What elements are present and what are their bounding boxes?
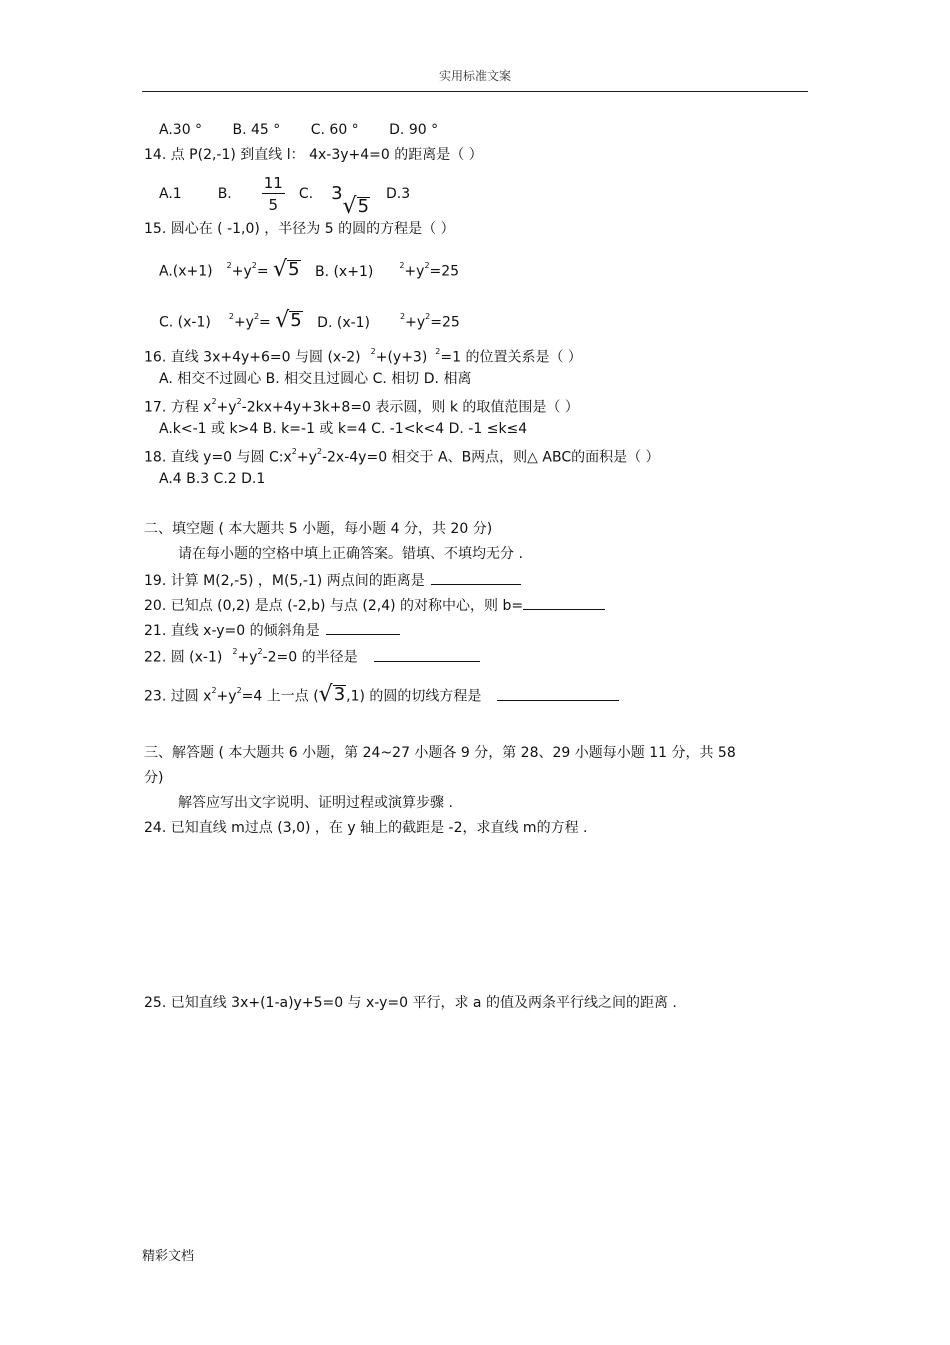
q13-option-b: B. 45 ° bbox=[232, 122, 281, 138]
superscript: 2 bbox=[232, 647, 238, 656]
q13-option-a: A.30 ° bbox=[159, 122, 203, 138]
q17-stem bbox=[144, 395, 579, 417]
superscript: 2 bbox=[425, 312, 431, 321]
superscript: 2 bbox=[253, 312, 260, 321]
q22-end: -2=0 的半径是 bbox=[262, 649, 358, 666]
q14-fraction-denominator: 5 bbox=[268, 195, 279, 214]
q14-option-c: C. bbox=[298, 186, 314, 202]
q15-option-c-sqrt bbox=[275, 307, 302, 333]
q17-stem-prefix: 17. 方程 x bbox=[144, 399, 212, 416]
q16-stem-end: =1 的位置关系是（ ） bbox=[440, 349, 582, 366]
superscript: 2 bbox=[251, 261, 257, 270]
superscript: 2 bbox=[211, 686, 217, 695]
q19-answer-blank[interactable] bbox=[431, 570, 521, 585]
sqrt-icon: √ bbox=[275, 307, 290, 333]
superscript: 2 bbox=[228, 312, 234, 321]
q19 bbox=[144, 570, 521, 590]
superscript: 2 bbox=[400, 312, 406, 321]
q23-prefix: 23. 过圆 x bbox=[144, 688, 212, 705]
q17-stem-mid: +y bbox=[216, 399, 237, 416]
superscript: 2 bbox=[236, 686, 242, 695]
q14-options bbox=[159, 172, 411, 219]
q25: 25. 已知直线 3x+(1-a)y+5=0 与 x-y=0 平行，求 a 的值及两条平行线之间的距离 . bbox=[144, 995, 677, 1011]
section2-title: 二、填空题 ( 本大题共 5 小题，每小题 4 分，共 20 分) bbox=[144, 521, 493, 537]
q15-options-ab bbox=[159, 256, 459, 284]
section3-instruction: 解答应写出文字说明、证明过程或演算步骤 . bbox=[178, 795, 453, 811]
q14-stem: 14. 点 P(2,-1) 到直线 l： 4x-3y+4=0 的距离是（ ） bbox=[144, 147, 483, 163]
q23-mid2: =4 上一点 ( bbox=[241, 688, 319, 705]
q15-option-b-end: =25 bbox=[429, 263, 460, 280]
q15-option-c-radicand: 5 bbox=[290, 309, 302, 331]
q18-stem bbox=[144, 445, 660, 467]
q22-prefix: 22. 圆 (x-1) bbox=[144, 649, 223, 666]
q20 bbox=[144, 595, 605, 615]
q23-radicand: 3 bbox=[333, 683, 346, 705]
q21 bbox=[144, 620, 400, 640]
q20-answer-blank[interactable] bbox=[523, 595, 605, 610]
sqrt-icon: √ bbox=[273, 256, 288, 282]
q16-options: A. 相交不过圆心 B. 相交且过圆心 C. 相切 D. 相离 bbox=[159, 371, 472, 387]
superscript: 2 bbox=[257, 647, 263, 656]
q13-option-c: C. 60 ° bbox=[310, 122, 359, 138]
q14-fraction bbox=[262, 173, 285, 216]
q18-stem-prefix: 18. 直线 y=0 与圆 C:x bbox=[144, 449, 292, 466]
q15-option-b-mid: +y bbox=[404, 263, 425, 280]
q22 bbox=[144, 645, 480, 667]
q16-stem-mid: +(y+3) bbox=[375, 349, 428, 366]
q24: 24. 已知直线 m过点 (3,0) ，在 y 轴上的截距是 -2，求直线 m的方程 . bbox=[144, 820, 588, 836]
q18-stem-mid: +y bbox=[296, 449, 317, 466]
q15-option-c-mid: +y bbox=[233, 314, 254, 331]
q15-option-a-eq: = bbox=[256, 263, 269, 280]
q15-option-b: B. (x+1) bbox=[314, 263, 374, 280]
section2-instruction: 请在每小题的空格中填上正确答案。错填、不填均无分 . bbox=[178, 546, 523, 562]
page-footer: 精彩文档 bbox=[142, 1249, 195, 1264]
section3-title: 三、解答题 ( 本大题共 6 小题，第 24~27 小题各 9 分，第 28、29 小题每小题 11 分，共 58 bbox=[144, 745, 736, 761]
q14-option-a: A.1 bbox=[159, 186, 182, 202]
superscript: 2 bbox=[424, 261, 430, 270]
superscript: 2 bbox=[291, 447, 297, 456]
q14-fraction-numerator: 11 bbox=[263, 173, 283, 192]
q15-option-c-prefix: C. (x-1) bbox=[159, 314, 211, 331]
q14-option-b: B. bbox=[217, 186, 232, 202]
q15-option-d-mid: +y bbox=[405, 314, 426, 331]
superscript: 2 bbox=[435, 347, 441, 356]
q15-option-a-radicand: 5 bbox=[288, 258, 300, 280]
q13-options bbox=[159, 121, 438, 139]
q22-answer-blank[interactable] bbox=[374, 647, 480, 662]
q15-options-cd bbox=[159, 307, 460, 335]
q15-stem: 15. 圆心在 ( -1,0) ，半径为 5 的圆的方程是（ ） bbox=[144, 221, 455, 237]
sqrt-icon: √ bbox=[318, 681, 333, 707]
q15-option-d: D. (x-1) bbox=[317, 314, 371, 331]
page-header-title: 实用标准文案 bbox=[438, 69, 511, 83]
q20-text: 20. 已知点 (0,2) 是点 (-2,b) 与点 (2,4) 的对称中心，则 b= bbox=[144, 598, 524, 614]
q15-option-a-mid: +y bbox=[231, 263, 252, 280]
superscript: 2 bbox=[370, 347, 376, 356]
q18-stem-end: -2x-4y=0 相交于 A、B两点，则△ ABC的面积是（ ） bbox=[321, 449, 660, 466]
q23-end: ,1) 的圆的切线方程是 bbox=[346, 688, 482, 705]
superscript: 2 bbox=[399, 261, 405, 270]
q18-options: A.4 B.3 C.2 D.1 bbox=[159, 471, 266, 487]
header-rule bbox=[142, 91, 808, 92]
q14-sqrt-expression bbox=[331, 172, 370, 219]
q13-option-d: D. 90 ° bbox=[389, 122, 439, 138]
superscript: 2 bbox=[316, 447, 322, 456]
superscript: 2 bbox=[226, 261, 232, 270]
q14-option-d: D.3 bbox=[386, 186, 411, 202]
q16-stem bbox=[144, 345, 582, 367]
q15-option-c-eq: = bbox=[259, 314, 271, 331]
q21-answer-blank[interactable] bbox=[326, 620, 400, 635]
section3-title-cont: 分) bbox=[144, 770, 164, 786]
sqrt-icon: √ bbox=[342, 194, 357, 219]
q16-stem-prefix: 16. 直线 3x+4y+6=0 与圆 (x-2) bbox=[144, 349, 361, 366]
q15-option-a-sqrt bbox=[273, 256, 300, 282]
q15-option-a-prefix: A.(x+1) bbox=[159, 263, 213, 280]
q21-text: 21. 直线 x-y=0 的倾斜角是 bbox=[144, 623, 320, 639]
q14-sqrt-radicand: 5 bbox=[357, 196, 370, 217]
q17-options: A.k<-1 或 k>4 B. k=-1 或 k=4 C. -1<k<4 D. -1 ≤k≤4 bbox=[159, 421, 528, 437]
superscript: 2 bbox=[211, 397, 217, 406]
q19-text: 19. 计算 M(2,-5) ，M(5,-1) 两点间的距离是 bbox=[144, 573, 425, 589]
q23-sqrt bbox=[318, 681, 346, 707]
q15-option-d-end: =25 bbox=[430, 314, 460, 331]
q23-mid: +y bbox=[216, 688, 237, 705]
q22-mid: +y bbox=[237, 649, 258, 666]
q23 bbox=[144, 681, 619, 709]
q14-sqrt-coefficient: 3 bbox=[331, 183, 343, 204]
q17-stem-end: -2kx+4y+3k+8=0 表示圆，则 k 的取值范围是（ ） bbox=[241, 399, 579, 416]
q23-answer-blank[interactable] bbox=[497, 686, 619, 701]
superscript: 2 bbox=[236, 397, 242, 406]
